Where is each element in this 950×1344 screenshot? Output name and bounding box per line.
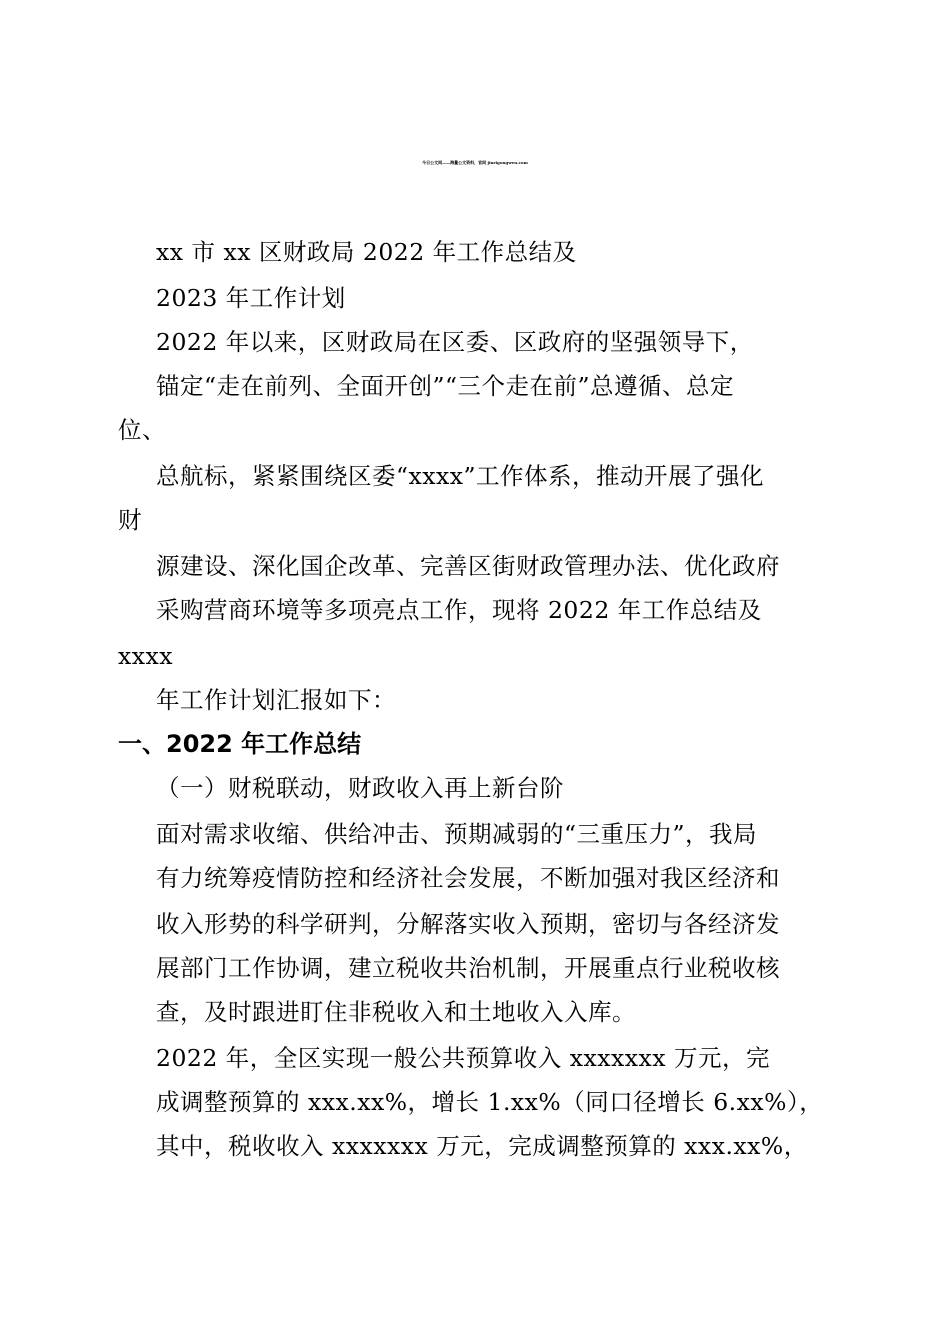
intro-line: 锚定“走在前列、全面开创”“三个走在前”总遵循、总定 [156,372,735,400]
body-line: 成调整预算的 xxx.xx%，增长 1.xx%（同口径增长 6.xx%）， [156,1088,824,1116]
subsection-heading: （一）财税联动，财政收入再上新台阶 [156,774,564,802]
intro-line: 采购营商环境等多项亮点工作，现将 2022 年工作总结及 [156,596,762,624]
body-line: 查，及时跟进盯住非税收入和土地收入入库。 [156,998,636,1026]
body-line: 2022 年，全区实现一般公共预算收入 xxxxxxx 万元，完 [156,1044,770,1072]
body-line: 展部门工作协调，建立税收共治机制，开展重点行业税收核 [156,954,780,982]
body-line: 收入形势的科学研判，分解落实收入预期，密切与各经济发 [156,910,780,938]
doc-title-line-2: 2023 年工作计划 [156,284,346,312]
doc-title-line-1: xx 市 xx 区财政局 2022 年工作总结及 [156,238,577,266]
intro-line: 2022 年以来，区财政局在区委、区政府的坚强领导下， [156,328,754,356]
body-line: 有力统筹疫情防控和经济社会发展，不断加强对我区经济和 [156,864,780,892]
section-heading: 一、2022 年工作总结 [118,730,362,758]
site-banner: 今日公文网——海量公文资料，官网 jinrigongwen.com [422,160,528,165]
body-line: 其中，税收收入 xxxxxxx 万元，完成调整预算的 xxx.xx%， [156,1132,808,1160]
intro-line: 位、 [118,416,166,444]
intro-line: xxxx [118,642,174,670]
intro-line: 源建设、深化国企改革、完善区街财政管理办法、优化政府 [156,552,780,580]
intro-line: 年工作计划汇报如下： [156,686,396,714]
intro-line: 总航标，紧紧围绕区委“xxxx”工作体系，推动开展了强化 [156,462,765,490]
intro-line: 财 [118,506,142,534]
body-line: 面对需求收缩、供给冲击、预期减弱的“三重压力”，我局 [156,820,758,848]
